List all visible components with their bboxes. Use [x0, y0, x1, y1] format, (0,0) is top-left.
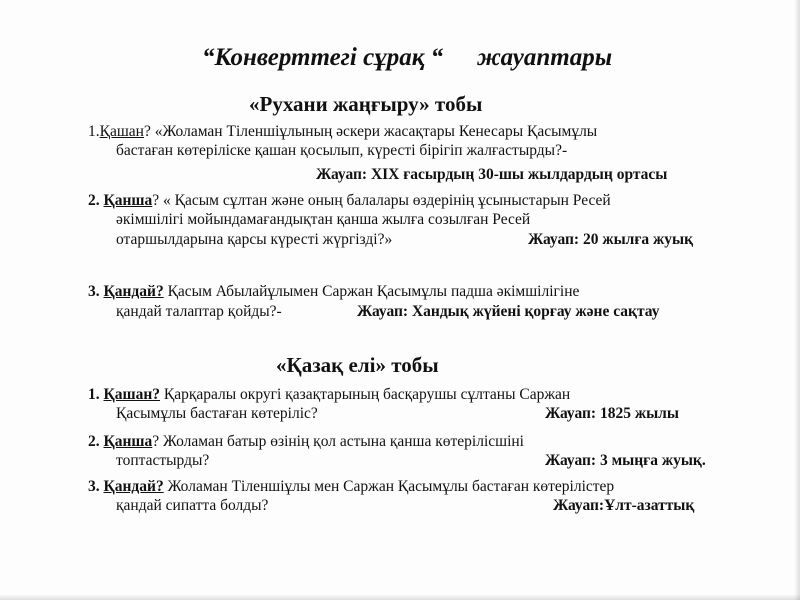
group2-q1-line1: [88, 385, 570, 405]
group2-q2-line1: [88, 432, 524, 452]
q-text: Жоламан Тіленшіұлы мен Саржан Қасымұлы бастаған көтерілістер: [163, 478, 615, 495]
group1-q3-line2: қандай талаптар қойды?-: [116, 303, 282, 320]
group1-q2-line1: [88, 191, 611, 211]
group1-q3-line1: [88, 282, 579, 302]
slide-shadow-bottom: [0, 594, 800, 600]
group1-q2-line2: әкімшілігі мойындамағандықтан қанша жылға созылған Ресей: [116, 211, 531, 228]
slide-title: [202, 44, 612, 72]
q-keyword: Қашан?: [103, 386, 161, 403]
group2-q3-line2: қандай сипатта болды?: [116, 497, 269, 514]
q-keyword: Қанша: [103, 192, 153, 209]
group1-q1-answer: Жауап: XIX ғасырдың 30-шы жылдардың ортасы: [316, 166, 668, 183]
q-number: 3.: [88, 478, 100, 495]
q-text: ? Жоламан батыр өзінің қол астына қанша көтерілісшіні: [152, 433, 524, 450]
group2-q2-line2: топтастырды?: [116, 452, 210, 469]
group2-q3-line1: [88, 477, 614, 497]
q-text: Қарқаралы округі қазақтарының басқарушы сұлтаны Саржан: [160, 386, 571, 403]
group2-q1-answer: Жауап: 1825 жылы: [545, 405, 679, 422]
group2-heading: «Қазақ елі» тобы: [276, 353, 439, 377]
group2-q1-line2: Қасымұлы бастаған көтеріліс?: [116, 405, 318, 422]
q-keyword: Қандай?: [103, 478, 164, 495]
group1-q2-answer: Жауап: 20 жылға жуық: [528, 231, 694, 248]
q-keyword: Қашан: [99, 123, 144, 140]
title-part1: “Конверттегі сұрақ “: [202, 44, 444, 71]
group2-q3-answer: Жауап:Ұлт-азаттық: [553, 497, 695, 514]
group1-q3-answer: Жауап: Хандық жүйені қорғау және сақтау: [357, 303, 660, 320]
slide-shadow-right: [794, 0, 800, 600]
q-keyword: Қанша: [103, 433, 153, 450]
group1-q1-line2: бастаған көтеріліске қашан қосылып, күресті бірігіп жалғастырды?-: [116, 142, 568, 159]
q-number: 1.: [88, 386, 100, 403]
q-text: ? « Қасым сұлтан және оның балалары өздерінің ұсыныстарын Ресей: [152, 192, 611, 209]
group1-heading: «Рухани жаңғыру» тобы: [249, 92, 483, 116]
q-number: 2.: [88, 192, 100, 209]
group1-q1-line1: [88, 122, 597, 142]
q-keyword: Қандай?: [103, 283, 164, 300]
group1-q2-line3: отаршылдарына қарсы күресті жүргізді?»: [116, 231, 393, 248]
group2-q2-answer: Жауап: 3 мыңға жуық.: [545, 452, 706, 469]
q-number: 1.: [88, 123, 100, 140]
q-text: ? «Жоламан Тіленшіұлының әскери жасақтары Кенесары Қасымұлы: [143, 123, 598, 140]
q-number: 3.: [88, 283, 100, 300]
title-part2: жауаптары: [477, 44, 613, 71]
q-number: 2.: [88, 433, 100, 450]
q-text: Қасым Абылайұлымен Саржан Қасымұлы падша әкімшілігіне: [163, 283, 580, 300]
